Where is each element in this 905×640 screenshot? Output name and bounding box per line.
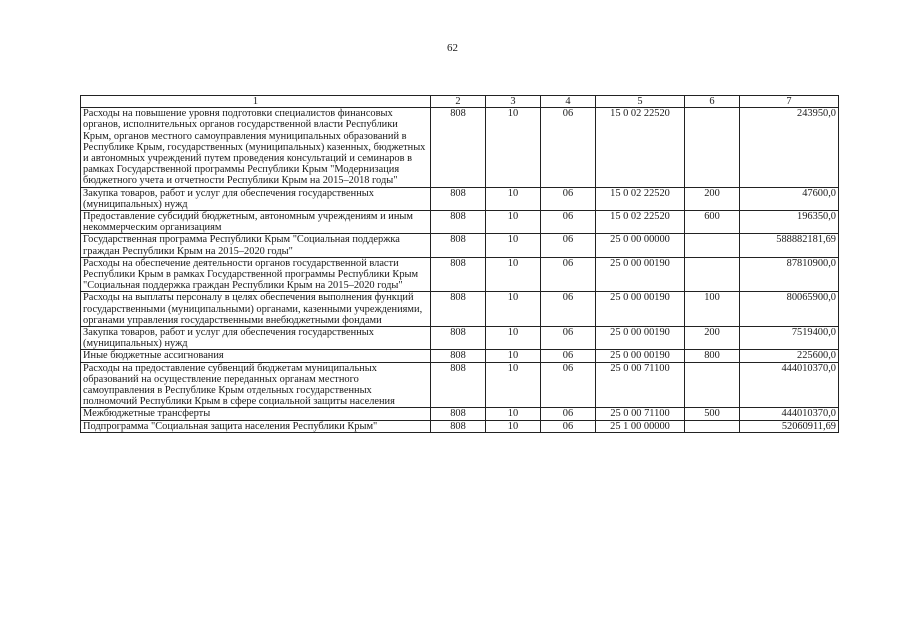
subsection-code-cell: 06: [541, 420, 596, 432]
row-name-cell: Расходы на повышение уровня подготовки специалистов финансовых органов, исполнительных органов государственной власти Республики Крым, органов местного самоуправления муниципальных образований в Республике Крым, государственных (муниципальных) казенных, бюджетных и автономных учреждений путем проведения консультаций и семинаров в рамках Государственной программы Республики Крым "Модернизация бюджетного учета и отчетности Республики Крым на 2015–2018 годы": [81, 108, 431, 187]
table-row: [81, 292, 839, 327]
expense-type-cell: 200: [685, 187, 740, 210]
section-code-cell: 10: [486, 234, 541, 257]
section-code-cell: 10: [486, 187, 541, 210]
section-code-cell: 10: [486, 327, 541, 350]
section-code-cell: 10: [486, 108, 541, 187]
row-name-cell: Предоставление субсидий бюджетным, автономным учреждениям и иным некоммерческим организациям: [81, 211, 431, 234]
admin-code-cell: 808: [431, 211, 486, 234]
amount-cell: 52060911,69: [740, 420, 839, 432]
admin-code-cell: 808: [431, 350, 486, 362]
column-header: 4: [541, 96, 596, 108]
row-name-cell: Расходы на выплаты персоналу в целях обеспечения выполнения функций государственными (муниципальными) органами, казенными учреждениями, органами управления государственными внебюджетными фондами: [81, 292, 431, 327]
target-article-cell: 25 0 00 00190: [596, 257, 685, 292]
admin-code-cell: 808: [431, 292, 486, 327]
amount-cell: 80065900,0: [740, 292, 839, 327]
row-name-cell: Закупка товаров, работ и услуг для обеспечения государственных (муниципальных) нужд: [81, 187, 431, 210]
table-row: [81, 187, 839, 210]
target-article-cell: 25 0 00 71100: [596, 362, 685, 408]
row-name-cell: Расходы на предоставление субвенций бюджетам муниципальных образований на осуществление переданных органам местного самоуправления в Республике Крым отдельных государственных полномочий Республики Крым в сфере социальной защиты населения: [81, 362, 431, 408]
section-code-cell: 10: [486, 350, 541, 362]
table-header-row: [81, 96, 839, 108]
subsection-code-cell: 06: [541, 408, 596, 420]
target-article-cell: 25 1 00 00000: [596, 420, 685, 432]
table-row: [81, 211, 839, 234]
expense-type-cell: 600: [685, 211, 740, 234]
subsection-code-cell: 06: [541, 362, 596, 408]
expense-type-cell: [685, 257, 740, 292]
expense-type-cell: [685, 420, 740, 432]
row-name-cell: Расходы на обеспечение деятельности органов государственной власти Республики Крым в рамках Государственной программы Республики Крым "Социальная поддержка граждан Республики Крым на 2015–2020 годы": [81, 257, 431, 292]
section-code-cell: 10: [486, 408, 541, 420]
target-article-cell: 15 0 02 22520: [596, 108, 685, 187]
admin-code-cell: 808: [431, 408, 486, 420]
amount-cell: 196350,0: [740, 211, 839, 234]
amount-cell: 444010370,0: [740, 362, 839, 408]
subsection-code-cell: 06: [541, 187, 596, 210]
target-article-cell: 15 0 02 22520: [596, 187, 685, 210]
subsection-code-cell: 06: [541, 350, 596, 362]
amount-cell: 588882181,69: [740, 234, 839, 257]
table-row: [81, 420, 839, 432]
column-header: 3: [486, 96, 541, 108]
admin-code-cell: 808: [431, 257, 486, 292]
subsection-code-cell: 06: [541, 292, 596, 327]
subsection-code-cell: 06: [541, 234, 596, 257]
table-row: [81, 350, 839, 362]
expense-type-cell: [685, 108, 740, 187]
section-code-cell: 10: [486, 362, 541, 408]
amount-cell: 444010370,0: [740, 408, 839, 420]
target-article-cell: 15 0 02 22520: [596, 211, 685, 234]
table-row: [81, 327, 839, 350]
expense-type-cell: 800: [685, 350, 740, 362]
page-number: 62: [447, 42, 458, 54]
column-header: 5: [596, 96, 685, 108]
table-row: [81, 108, 839, 187]
expense-type-cell: 500: [685, 408, 740, 420]
expense-type-cell: 100: [685, 292, 740, 327]
table-row: [81, 408, 839, 420]
admin-code-cell: 808: [431, 327, 486, 350]
section-code-cell: 10: [486, 211, 541, 234]
row-name-cell: Иные бюджетные ассигнования: [81, 350, 431, 362]
amount-cell: 7519400,0: [740, 327, 839, 350]
row-name-cell: Государственная программа Республики Крым "Социальная поддержка граждан Республики Крым на 2015–2020 годы": [81, 234, 431, 257]
expense-type-cell: [685, 362, 740, 408]
target-article-cell: 25 0 00 71100: [596, 408, 685, 420]
amount-cell: 87810900,0: [740, 257, 839, 292]
subsection-code-cell: 06: [541, 211, 596, 234]
row-name-cell: Подпрограмма "Социальная защита населения Республики Крым": [81, 420, 431, 432]
target-article-cell: 25 0 00 00190: [596, 292, 685, 327]
subsection-code-cell: 06: [541, 257, 596, 292]
row-name-cell: Закупка товаров, работ и услуг для обеспечения государственных (муниципальных) нужд: [81, 327, 431, 350]
column-header: 7: [740, 96, 839, 108]
subsection-code-cell: 06: [541, 327, 596, 350]
section-code-cell: 10: [486, 257, 541, 292]
table-row: [81, 234, 839, 257]
row-name-cell: Межбюджетные трансферты: [81, 408, 431, 420]
amount-cell: 225600,0: [740, 350, 839, 362]
admin-code-cell: 808: [431, 420, 486, 432]
table-row: [81, 362, 839, 408]
amount-cell: 243950,0: [740, 108, 839, 187]
column-header: 1: [81, 96, 431, 108]
column-header: 6: [685, 96, 740, 108]
expense-type-cell: 200: [685, 327, 740, 350]
target-article-cell: 25 0 00 00000: [596, 234, 685, 257]
admin-code-cell: 808: [431, 187, 486, 210]
target-article-cell: 25 0 00 00190: [596, 350, 685, 362]
section-code-cell: 10: [486, 292, 541, 327]
admin-code-cell: 808: [431, 362, 486, 408]
expense-type-cell: [685, 234, 740, 257]
budget-table: [80, 95, 839, 433]
section-code-cell: 10: [486, 420, 541, 432]
target-article-cell: 25 0 00 00190: [596, 327, 685, 350]
admin-code-cell: 808: [431, 108, 486, 187]
amount-cell: 47600,0: [740, 187, 839, 210]
table-row: [81, 257, 839, 292]
admin-code-cell: 808: [431, 234, 486, 257]
column-header: 2: [431, 96, 486, 108]
subsection-code-cell: 06: [541, 108, 596, 187]
